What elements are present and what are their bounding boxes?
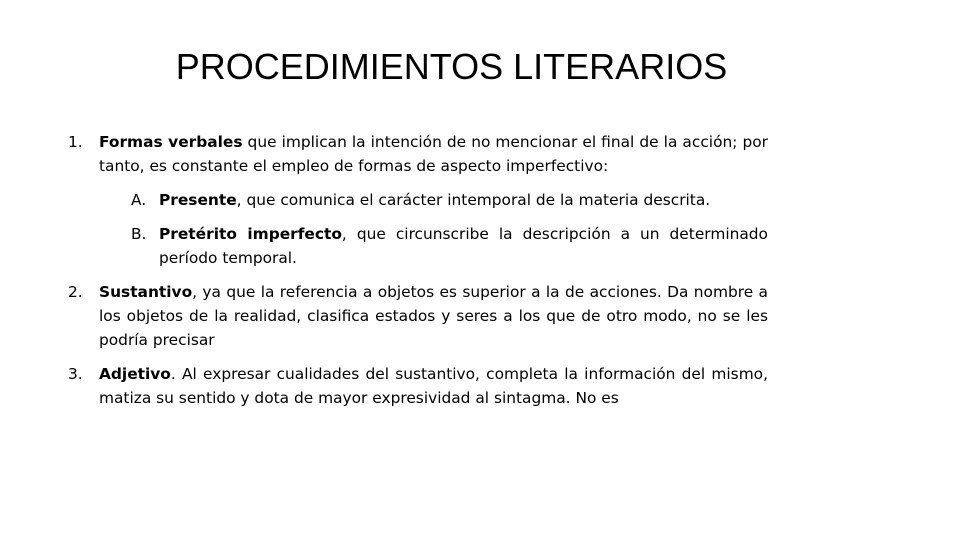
item-text: , ya que la referencia a objetos es superior a la de acciones. Da nombre a los objetos de la realidad, clasifica estados y seres a los que de otro modo, no se les podría precisar: [99, 283, 768, 349]
sub-item-term: Pretérito imperfecto: [159, 225, 342, 243]
list-item-body: [99, 280, 768, 352]
item-text: . Al expresar cualidades del sustantivo, completa la información del mismo, matiza su sentido y dota de mayor expresividad al sintagma. No es: [99, 365, 768, 407]
list-number: 1.: [68, 133, 83, 151]
slide-content: [68, 130, 768, 420]
list-number: 3.: [68, 365, 83, 383]
slide-title: PROCEDIMIENTOS LITERARIOS: [175, 46, 728, 87]
item-text: que implican la intención de no mencionar el final de la acción; por tanto, es constante el empleo de formas de aspecto imperfectivo:: [99, 133, 768, 175]
sub-list: [68, 188, 768, 270]
list-item-2: [68, 280, 768, 352]
sub-item-body: [159, 222, 768, 270]
item-term: Sustantivo: [99, 283, 193, 301]
item-term: Adjetivo: [99, 365, 171, 383]
list-item-3: [68, 362, 768, 410]
list-item-body: [99, 130, 768, 270]
list-number: 2.: [68, 283, 83, 301]
sub-item-b: [131, 222, 768, 270]
sub-item-text: , que comunica el carácter intemporal de la materia descrita.: [236, 191, 711, 209]
sub-item-letter: A.: [131, 191, 147, 209]
sub-item-a: [131, 188, 768, 212]
sub-item-text: , que circunscribe la descripción a un determinado período temporal.: [159, 225, 768, 267]
sub-item-term: Presente: [159, 191, 237, 209]
sub-item-body: [159, 188, 768, 212]
list-item-1: [68, 130, 768, 270]
item-term: Formas verbales: [99, 133, 243, 151]
list-item-body: [99, 362, 768, 410]
sub-item-letter: B.: [131, 225, 147, 243]
